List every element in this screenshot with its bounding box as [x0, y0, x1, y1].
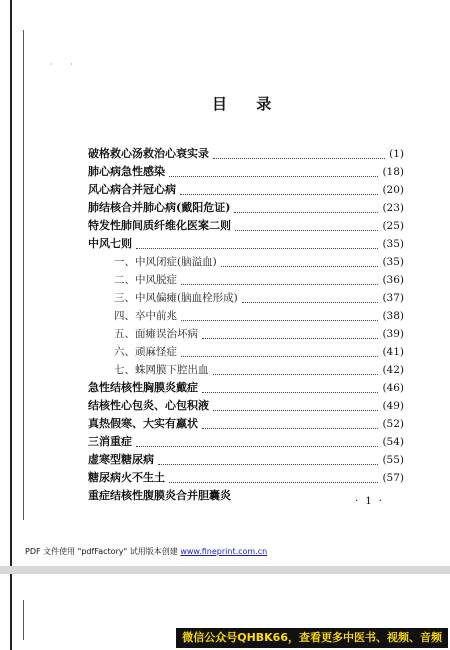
- toc-entry-title: 破格救心汤救治心衰实录: [88, 147, 209, 160]
- toc-entry-title: 三、中风偏瘫(脑血栓形成): [114, 292, 238, 304]
- toc-entry-page: (57): [382, 472, 404, 484]
- toc-entry: [88, 451, 404, 469]
- toc-entry: [88, 271, 404, 289]
- toc-entry: [88, 181, 404, 199]
- toc-entry-title: 真热假寒、大实有羸状: [88, 417, 198, 430]
- toc-dot-leader: [181, 347, 378, 357]
- toc-entry-title: 一、中风闭症(脑溢血): [114, 256, 217, 268]
- toc-entry-title: 四、卒中前兆: [114, 310, 177, 322]
- toc-dot-leader: [202, 419, 378, 429]
- toc-entry: [88, 325, 404, 343]
- toc-entry-page: (54): [382, 436, 404, 448]
- footer-link[interactable]: www.fineprint.com.cn: [180, 547, 268, 556]
- toc-entry-title: 糖尿病火不生土: [88, 471, 165, 484]
- toc-dot-leader: [181, 311, 378, 321]
- toc-dot-leader: [213, 149, 385, 159]
- toc-entry: [88, 163, 404, 181]
- toc-entry-title: 特发性肺间质纤维化医案二则: [88, 219, 231, 232]
- toc-dot-leader: [213, 401, 378, 411]
- toc-entry-page: (35): [382, 238, 404, 250]
- scan-binding-line: [23, 600, 24, 640]
- toc-entry: [88, 235, 404, 253]
- toc-entry-page: (25): [382, 220, 404, 232]
- toc-entry-title: 三消重症: [88, 435, 132, 448]
- toc-entry-title: 急性结核性胸膜炎戴症: [88, 381, 198, 394]
- toc-entry-page: (41): [382, 346, 404, 358]
- toc-dot-leader: [181, 275, 378, 285]
- pdf-footer: [25, 546, 267, 557]
- scan-artifact: · ·: [50, 60, 73, 69]
- toc-entry-title: 二、中风脱症: [114, 274, 177, 286]
- toc-entry: [88, 379, 404, 397]
- toc-dot-leader: [221, 257, 379, 267]
- toc-entry: [88, 199, 404, 217]
- toc-dot-leader: [235, 221, 378, 231]
- toc-entry: [88, 289, 404, 307]
- toc-dot-leader: [242, 293, 379, 303]
- toc-entry-page: (38): [382, 310, 404, 322]
- toc-entry-page: (18): [382, 166, 404, 178]
- watermark-banner: 微信公众号QHBK66，查看更多中医书、视频、音频: [176, 628, 448, 648]
- toc-dot-leader: [180, 185, 378, 195]
- toc-entry-page: (20): [382, 184, 404, 196]
- toc-entry-page: (36): [382, 274, 404, 286]
- toc-entry: [88, 343, 404, 361]
- toc-dot-leader: [169, 167, 378, 177]
- toc-entry: [88, 307, 404, 325]
- toc-dot-leader: [169, 473, 378, 483]
- scan-binding-line: [23, 30, 24, 520]
- toc-dot-leader: [136, 437, 378, 447]
- toc-dot-leader: [202, 383, 378, 393]
- toc-dot-leader: [158, 455, 378, 465]
- toc-entry-page: (39): [382, 328, 404, 340]
- toc-entry-page: (37): [382, 292, 404, 304]
- toc-entry-page: (23): [382, 202, 404, 214]
- toc-dot-leader: [213, 365, 379, 375]
- toc-entry-page: (49): [382, 400, 404, 412]
- toc-dot-leader: [202, 329, 378, 339]
- toc-entry-title: 结核性心包炎、心包积液: [88, 399, 209, 412]
- page-number: · 1 ·: [355, 496, 385, 507]
- toc-entry: [88, 415, 404, 433]
- toc-dot-leader: [136, 239, 378, 249]
- toc-entry-page: (52): [382, 418, 404, 430]
- toc-entry: [88, 397, 404, 415]
- toc-entry: [88, 433, 404, 451]
- toc-entry: [88, 217, 404, 235]
- toc-entry: [88, 361, 404, 379]
- table-of-contents: [88, 145, 404, 505]
- toc-entry-page: (46): [382, 382, 404, 394]
- toc-entry-title: 五、面瘫误治坏病: [114, 328, 198, 340]
- toc-entry-page: (42): [382, 364, 404, 376]
- toc-entry-page: (55): [382, 454, 404, 466]
- toc-entry-title: 中风七则: [88, 237, 132, 250]
- footer-text: PDF 文件使用 "pdfFactory" 试用版本创建: [25, 547, 178, 556]
- toc-entry-title: 风心病合并冠心病: [88, 183, 176, 196]
- toc-entry-title: 肺结核合并肺心病(戴阳危证): [88, 201, 231, 214]
- toc-entry-title: 六、顽麻怪症: [114, 346, 177, 358]
- toc-entry-title: 肺心病急性感染: [88, 165, 165, 178]
- page-title: 目 录: [212, 95, 284, 113]
- toc-entry: [88, 145, 404, 163]
- toc-entry: [88, 253, 404, 271]
- toc-entry-title: 虚寒型糖尿病: [88, 453, 154, 466]
- toc-dot-leader: [234, 203, 378, 213]
- toc-entry: [88, 469, 404, 487]
- toc-entry-page: (1): [389, 148, 404, 160]
- page-separator: [0, 566, 450, 574]
- toc-entry-page: (35): [382, 256, 404, 268]
- toc-entry-title: 重症结核性腹膜炎合并胆囊炎: [88, 489, 231, 502]
- toc-entry-title: 七、蛛网膜下腔出血: [114, 364, 209, 376]
